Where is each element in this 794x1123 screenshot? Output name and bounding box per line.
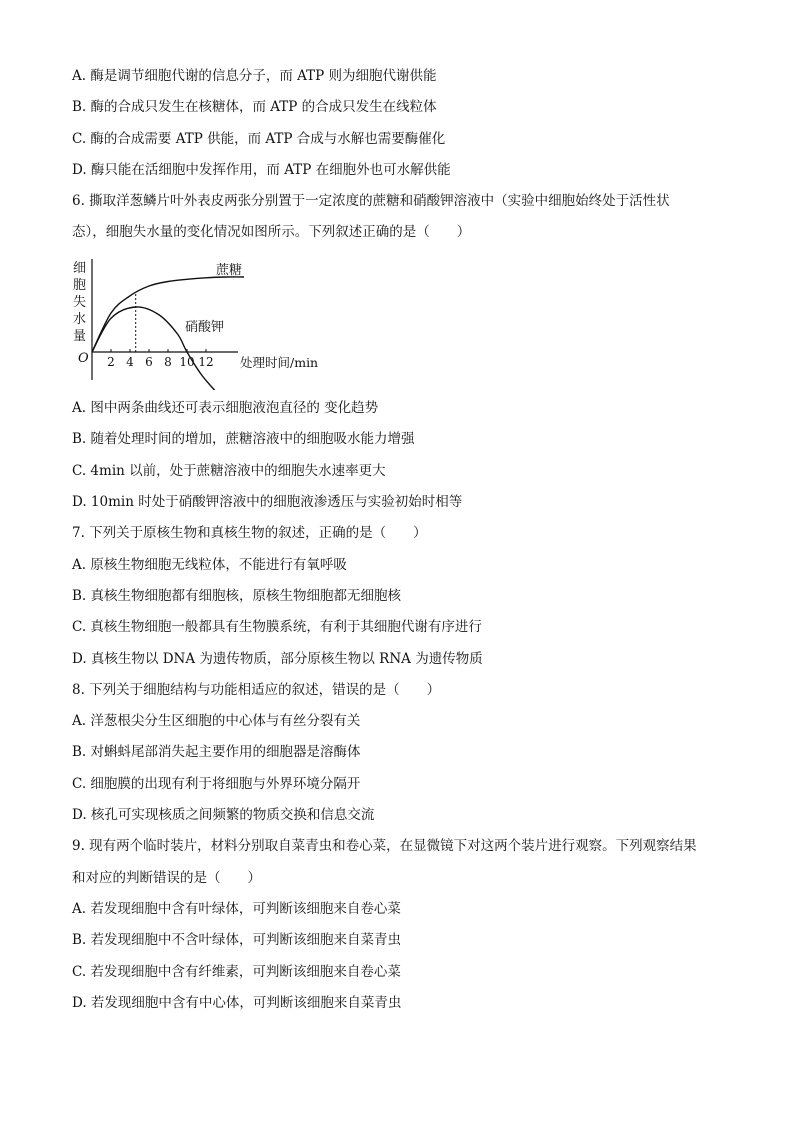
x-tick-label: 6 xyxy=(145,355,153,369)
q6-stem-line2: 态），细胞失水量的变化情况如图所示。下列叙述正确的是（ ） xyxy=(72,224,471,240)
q5-option-a: A. 酶是调节细胞代谢的信息分子，而 ATP 则为细胞代谢供能 xyxy=(72,68,437,84)
q9-option-a: A. 若发现细胞中含有叶绿体，可判断该细胞来自卷心菜 xyxy=(72,901,401,917)
q6-stem-line1: 6. 撕取洋葱鳞片叶外表皮两张分别置于一定浓度的蔗糖和硝酸钾溶液中（实验中细胞始终处于活性状 xyxy=(72,193,670,209)
x-axis-label: 处理时间/min xyxy=(240,355,319,370)
y-axis-label-1: 细 xyxy=(73,261,87,276)
x-tick-label: 4 xyxy=(126,355,134,369)
origin-label: O xyxy=(78,351,89,366)
x-tick-label: 8 xyxy=(164,355,172,369)
q8-option-b: B. 对蝌蚪尾部消失起主要作用的细胞器是溶酶体 xyxy=(72,744,361,760)
q9-option-b: B. 若发现细胞中不含叶绿体，可判断该细胞来自菜青虫 xyxy=(72,932,402,948)
q6-option-c: C. 4min 以前，处于蔗糖溶液中的细胞失水速率更大 xyxy=(72,463,386,479)
q6-option-a: A. 图中两条曲线还可表示细胞液泡直径的 变化趋势 xyxy=(72,400,379,416)
water-loss-chart xyxy=(64,254,334,390)
y-axis-label-3: 失 xyxy=(73,295,87,310)
q5-option-c: C. 酶的合成需要 ATP 供能，而 ATP 合成与水解也需要酶催化 xyxy=(72,131,446,147)
q5-option-b: B. 酶的合成只发生在核糖体，而 ATP 的合成只发生在线粒体 xyxy=(72,99,437,115)
q9-option-c: C. 若发现细胞中含有纤维素，可判断该细胞来自卷心菜 xyxy=(72,964,401,980)
y-axis-label-5: 量 xyxy=(73,329,87,344)
series-kno3-label: 硝酸钾 xyxy=(185,320,225,335)
x-tick-label: 2 xyxy=(107,355,115,369)
q8-option-c: C. 细胞膜的出现有利于将细胞与外界环境分隔开 xyxy=(72,776,361,792)
y-axis-label-2: 胞 xyxy=(73,278,87,293)
q7-option-c: C. 真核生物细胞一般都具有生物膜系统，有利于其细胞代谢有序进行 xyxy=(72,619,482,635)
q7-stem: 7. 下列关于原核生物和真核生物的叙述，正确的是（ ） xyxy=(72,525,427,541)
q9-stem-line1: 9. 现有两个临时装片，材料分别取自菜青虫和卷心菜，在显微镜下对这两个装片进行观察。下列观察结果 xyxy=(72,838,697,854)
q7-option-b: B. 真核生物细胞都有细胞核，原核生物细胞都无细胞核 xyxy=(72,588,402,604)
q8-option-d: D. 核孔可实现核质之间频繁的物质交换和信息交流 xyxy=(72,807,375,823)
q9-option-d: D. 若发现细胞中含有中心体，可判断该细胞来自菜青虫 xyxy=(72,995,402,1011)
q9-stem-line2: 和对应的判断错误的是（ ） xyxy=(72,870,261,886)
series-sucrose-label: 蔗糖 xyxy=(216,263,243,278)
q5-option-d: D. 酶只能在活细胞中发挥作用，而 ATP 在细胞外也可水解供能 xyxy=(72,162,451,178)
x-tick-label: 10 xyxy=(179,355,195,369)
y-axis-label-4: 水 xyxy=(73,312,87,327)
x-tick-label: 12 xyxy=(198,355,214,369)
q7-option-d: D. 真核生物以 DNA 为遗传物质，部分原核生物以 RNA 为遗传物质 xyxy=(72,651,483,667)
q6-option-d: D. 10min 时处于硝酸钾溶液中的细胞液渗透压与实验初始时相等 xyxy=(72,494,463,510)
q8-option-a: A. 洋葱根尖分生区细胞的中心体与有丝分裂有关 xyxy=(72,713,361,729)
q8-stem: 8. 下列关于细胞结构与功能相适应的叙述，错误的是（ ） xyxy=(72,682,441,698)
q6-option-b: B. 随着处理时间的增加，蔗糖溶液中的细胞吸水能力增强 xyxy=(72,431,415,447)
q7-option-a: A. 原核生物细胞无线粒体，不能进行有氧呼吸 xyxy=(72,557,347,573)
